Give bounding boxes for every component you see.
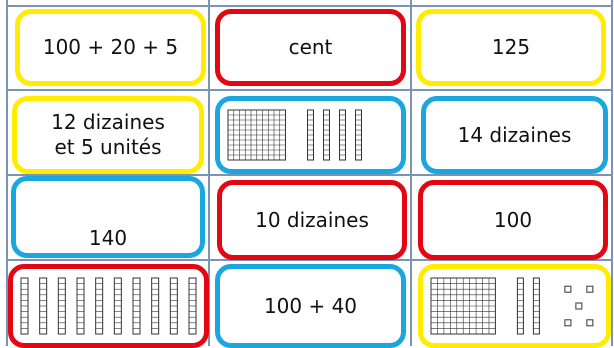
ten-rod [114,278,121,334]
card-11-text: 100 + 40 [263,293,358,318]
card-7[interactable] [11,176,205,258]
card-7-text: 140 [88,225,128,250]
unit-cube [587,320,593,326]
card-8-text: 10 dizaines [255,207,369,232]
ten-rod [152,278,159,334]
card-8[interactable] [217,180,407,260]
ten-rod [96,278,103,334]
ten-rod [533,278,539,334]
card-1-text: 100 + 20 + 5 [42,35,179,59]
card-4[interactable] [12,96,204,174]
ten-rod [324,110,330,160]
card-12[interactable] [418,264,611,348]
card-3[interactable] [416,9,606,86]
ten-rod [517,278,523,334]
ten-rod [77,278,84,334]
hundred-block [431,278,495,334]
card-11[interactable] [215,264,406,348]
grid-line [410,0,412,346]
card-9-text: 100 [493,207,533,232]
ten-rod [58,278,65,334]
card-4-text: 12 dizaines et 5 unités [51,110,165,159]
card-9[interactable] [418,180,608,260]
card-3-text: 125 [491,35,531,59]
unit-cube [587,286,593,292]
hundred-block [228,110,286,160]
card-6[interactable] [421,96,608,174]
grid-line [611,0,613,346]
grid-line [6,5,613,7]
ten-rod [308,110,314,160]
ten-rod [356,110,362,160]
card-1[interactable] [15,9,206,86]
grid-line [6,89,613,91]
ten-rod [340,110,346,160]
ten-rod [40,278,47,334]
unit-cube [576,303,582,309]
ten-rod [21,278,28,334]
ten-rod [133,278,140,334]
unit-cube [565,286,571,292]
card-2[interactable] [215,9,406,86]
card-6-text: 14 dizaines [457,122,572,147]
ten-rod [170,278,177,334]
card-5[interactable] [215,96,406,174]
card-10[interactable] [8,264,209,348]
ten-rod [189,278,196,334]
card-2-text: cent [288,35,333,59]
unit-cube [565,320,571,326]
